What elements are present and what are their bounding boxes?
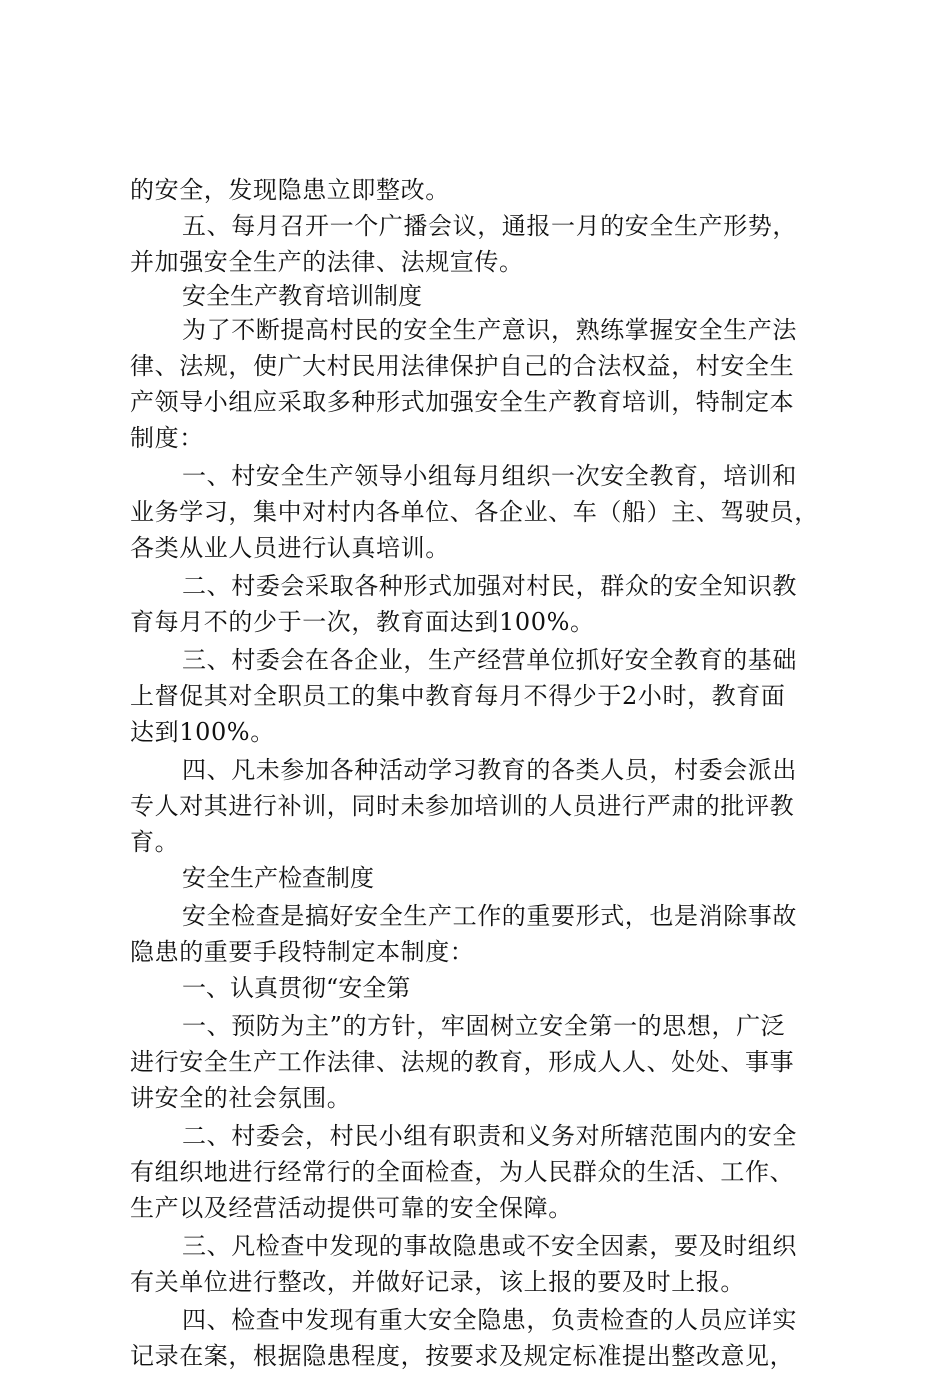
section-heading: 安全生产教育培训制度 — [182, 282, 422, 310]
paragraph-line: 三、村委会在各企业，生产经营单位抓好安全教育的基础 — [182, 646, 797, 674]
paragraph-line: 律、法规，使广大村民用法律保护自己的合法权益，村安全生 — [130, 352, 795, 380]
paragraph-line: 业务学习，集中对村内各单位、各企业、车（船）主、驾驶员， — [130, 498, 819, 526]
paragraph-line: 一、村安全生产领导小组每月组织一次安全教育，培训和 — [182, 462, 797, 490]
paragraph-line: 四、检查中发现有重大安全隐患，负责检查的人员应详实 — [182, 1306, 797, 1334]
paragraph-line: 安全检查是搞好安全生产工作的重要形式，也是消除事故 — [182, 902, 797, 930]
paragraph-line: 并加强安全生产的法律、法规宣传。 — [130, 248, 524, 276]
paragraph-line: 产领导小组应采取多种形式加强安全生产教育培训，特制定本 — [130, 388, 795, 416]
paragraph-line: 育。 — [130, 828, 180, 856]
paragraph-line: 隐患的重要手段特制定本制度： — [130, 938, 475, 966]
paragraph-line: 专人对其进行补训，同时未参加培训的人员进行严肃的批评教 — [130, 792, 795, 820]
paragraph-line: 各类从业人员进行认真培训。 — [130, 534, 450, 562]
paragraph-line: 三、凡检查中发现的事故隐患或不安全因素，要及时组织 — [182, 1232, 797, 1260]
paragraph-line: 进行安全生产工作法律、法规的教育，形成人人、处处、事事 — [130, 1048, 795, 1076]
paragraph-line: 有关单位进行整改，并做好记录，该上报的要及时上报。 — [130, 1268, 745, 1296]
paragraph-line: 四、凡未参加各种活动学习教育的各类人员，村委会派出 — [182, 756, 797, 784]
paragraph-line: 二、村委会采取各种形式加强对村民，群众的安全知识教 — [182, 572, 797, 600]
section-heading: 安全生产检查制度 — [182, 864, 374, 892]
paragraph-line: 有组织地进行经常行的全面检查，为人民群众的生活、工作、 — [130, 1158, 795, 1186]
paragraph-line: 生产以及经营活动提供可靠的安全保障。 — [130, 1194, 573, 1222]
paragraph-line: 制度： — [130, 424, 204, 452]
paragraph-line: 记录在案，根据隐患程度，按要求及规定标准提出整改意见， — [130, 1342, 795, 1370]
paragraph-line: 上督促其对全职员工的集中教育每月不得少于2小时，教育面 — [130, 682, 786, 710]
paragraph-line: 五、每月召开一个广播会议，通报一月的安全生产形势， — [182, 212, 797, 240]
paragraph-line: 讲安全的社会氛围。 — [130, 1084, 352, 1112]
paragraph-line: 为了不断提高村民的安全生产意识，熟练掌握安全生产法 — [182, 316, 797, 344]
paragraph-line: 的安全，发现隐患立即整改。 — [130, 176, 450, 204]
paragraph-line: 育每月不的少于一次，教育面达到100%。 — [130, 608, 595, 636]
paragraph-line: 达到100%。 — [130, 718, 275, 746]
paragraph-line: 一、预防为主”的方针，牢固树立安全第一的思想，广泛 — [182, 1012, 786, 1040]
paragraph-line: 二、村委会，村民小组有职责和义务对所辖范围内的安全 — [182, 1122, 797, 1150]
paragraph-line: 一、认真贯彻“安全第 — [182, 974, 411, 1002]
